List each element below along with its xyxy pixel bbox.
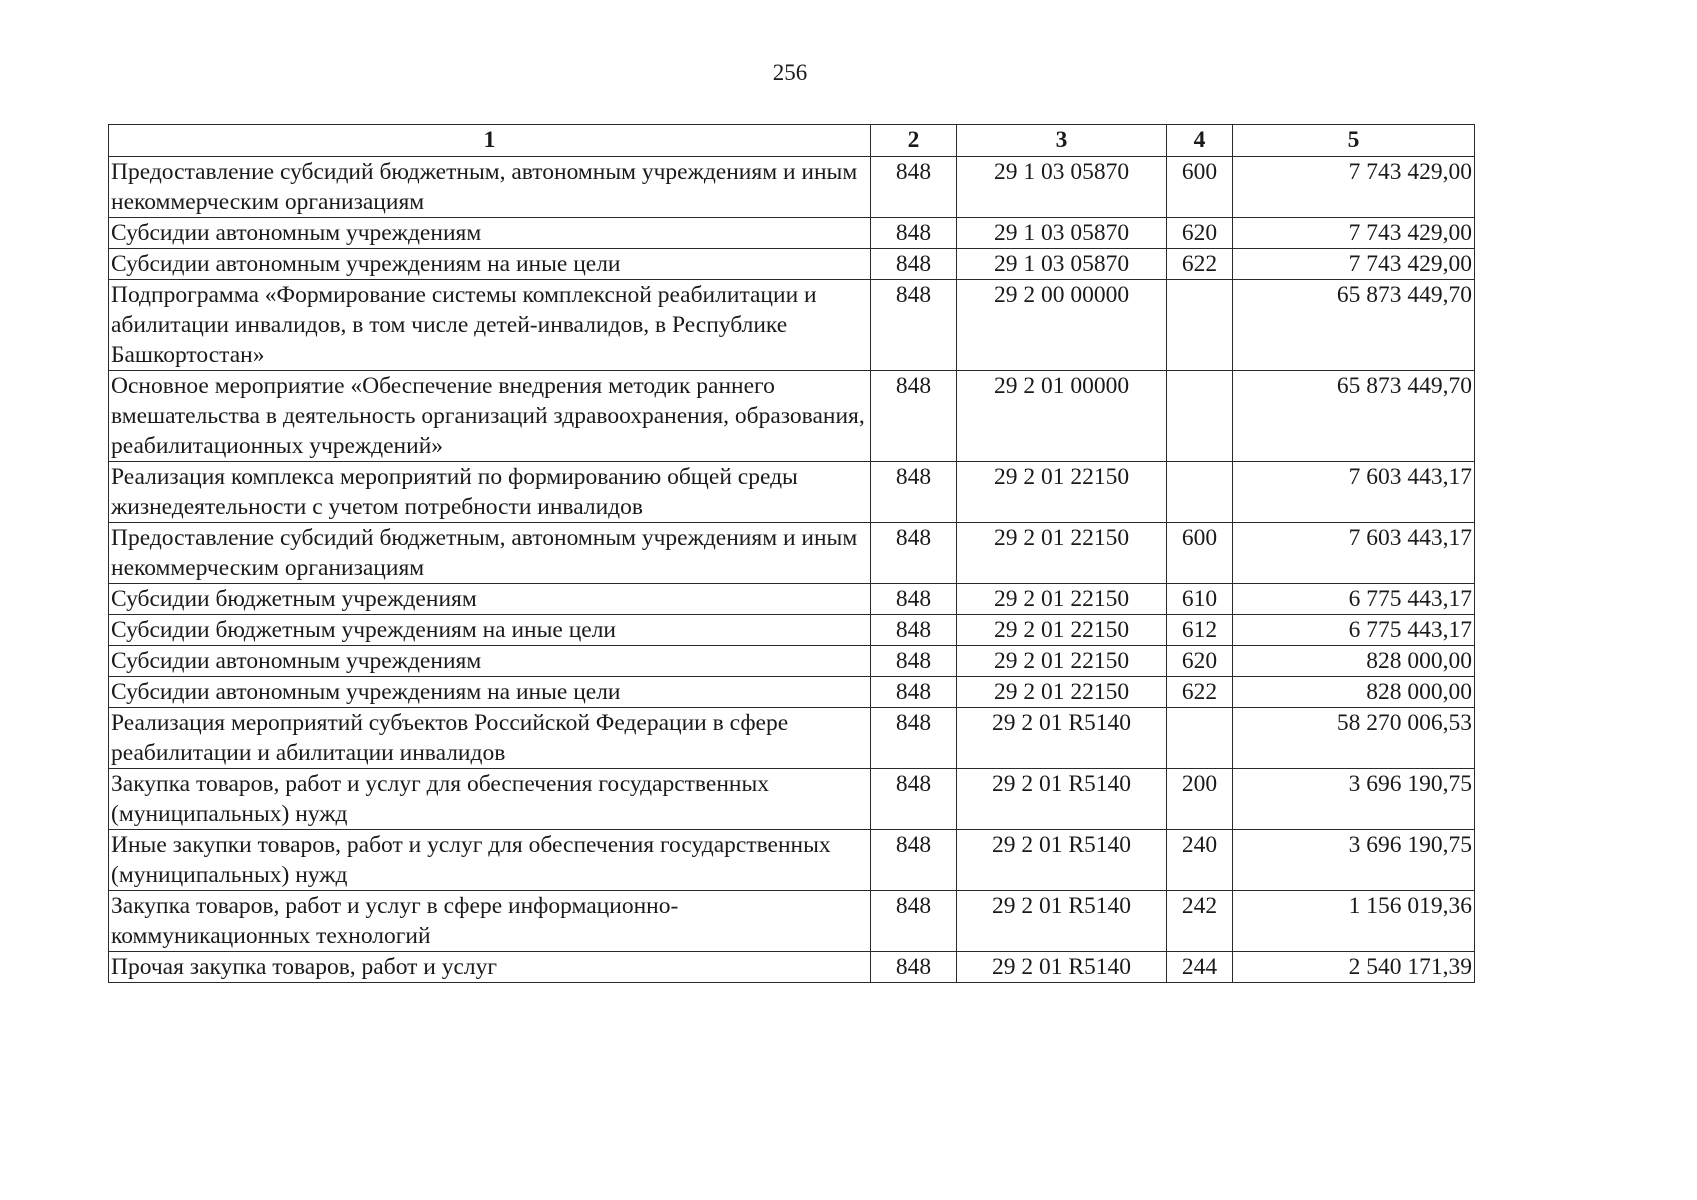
- row-name-cell: Основное мероприятие «Обеспечение внедрения методик раннего вмешательства в деятельность организаций здравоохранения, образования, реабилитационных учреждений»: [109, 371, 871, 462]
- row-article-cell: 29 2 01 R5140: [957, 769, 1167, 830]
- table-row: [109, 952, 1475, 983]
- table-row: [109, 371, 1475, 462]
- row-article-cell: 29 1 03 05870: [957, 157, 1167, 218]
- table-row: [109, 218, 1475, 249]
- table-row: [109, 891, 1475, 952]
- row-amount-cell: 65 873 449,70: [1233, 371, 1475, 462]
- row-code-cell: 848: [871, 769, 957, 830]
- row-code-cell: 848: [871, 371, 957, 462]
- row-article-cell: 29 1 03 05870: [957, 218, 1167, 249]
- row-type-cell: [1167, 280, 1233, 371]
- page-number: 256: [772, 60, 808, 85]
- row-name-cell: Реализация мероприятий субъектов Российской Федерации в сфере реабилитации и абилитации инвалидов: [109, 708, 871, 769]
- row-type-cell: 620: [1167, 218, 1233, 249]
- row-code-cell: 848: [871, 218, 957, 249]
- row-article-cell: 29 2 01 R5140: [957, 952, 1167, 983]
- row-code-cell: 848: [871, 523, 957, 584]
- row-amount-cell: 828 000,00: [1233, 646, 1475, 677]
- table-row: [109, 615, 1475, 646]
- row-amount-cell: 7 603 443,17: [1233, 523, 1475, 584]
- table-row: [109, 584, 1475, 615]
- table-row: [109, 830, 1475, 891]
- row-amount-cell: 58 270 006,53: [1233, 708, 1475, 769]
- row-code-cell: 848: [871, 891, 957, 952]
- row-name-cell: Реализация комплекса мероприятий по формированию общей среды жизнедеятельности с учетом потребности инвалидов: [109, 462, 871, 523]
- row-code-cell: 848: [871, 830, 957, 891]
- row-name-cell: Закупка товаров, работ и услуг в сфере информационно-коммуникационных технологий: [109, 891, 871, 952]
- row-amount-cell: 6 775 443,17: [1233, 584, 1475, 615]
- row-name-cell: Субсидии бюджетным учреждениям на иные цели: [109, 615, 871, 646]
- table-row: [109, 249, 1475, 280]
- row-type-cell: 622: [1167, 249, 1233, 280]
- table-header-row: [109, 125, 1475, 157]
- row-code-cell: 848: [871, 249, 957, 280]
- row-name-cell: Субсидии автономным учреждениям: [109, 218, 871, 249]
- column-header: 3: [957, 125, 1167, 157]
- row-article-cell: 29 2 01 22150: [957, 462, 1167, 523]
- row-code-cell: 848: [871, 157, 957, 218]
- table-row: [109, 462, 1475, 523]
- row-type-cell: 610: [1167, 584, 1233, 615]
- row-code-cell: 848: [871, 708, 957, 769]
- row-type-cell: 240: [1167, 830, 1233, 891]
- row-amount-cell: 7 743 429,00: [1233, 157, 1475, 218]
- row-article-cell: 29 2 01 22150: [957, 646, 1167, 677]
- column-header: 2: [871, 125, 957, 157]
- row-name-cell: Предоставление субсидий бюджетным, автономным учреждениям и иным некоммерческим организациям: [109, 157, 871, 218]
- column-header: 1: [109, 125, 871, 157]
- row-amount-cell: 2 540 171,39: [1233, 952, 1475, 983]
- row-code-cell: 848: [871, 646, 957, 677]
- row-amount-cell: 7 743 429,00: [1233, 249, 1475, 280]
- row-name-cell: Субсидии автономным учреждениям на иные цели: [109, 677, 871, 708]
- row-code-cell: 848: [871, 462, 957, 523]
- table-row: [109, 769, 1475, 830]
- row-code-cell: 848: [871, 952, 957, 983]
- row-amount-cell: 3 696 190,75: [1233, 769, 1475, 830]
- row-code-cell: 848: [871, 615, 957, 646]
- row-name-cell: Субсидии автономным учреждениям на иные цели: [109, 249, 871, 280]
- row-type-cell: [1167, 462, 1233, 523]
- row-type-cell: [1167, 708, 1233, 769]
- row-name-cell: Прочая закупка товаров, работ и услуг: [109, 952, 871, 983]
- row-name-cell: Подпрограмма «Формирование системы комплексной реабилитации и абилитации инвалидов, в том числе детей-инвалидов, в Республике Башкортостан»: [109, 280, 871, 371]
- row-code-cell: 848: [871, 584, 957, 615]
- row-amount-cell: 3 696 190,75: [1233, 830, 1475, 891]
- row-amount-cell: 828 000,00: [1233, 677, 1475, 708]
- row-code-cell: 848: [871, 677, 957, 708]
- row-type-cell: [1167, 371, 1233, 462]
- row-type-cell: 622: [1167, 677, 1233, 708]
- column-header: 5: [1233, 125, 1475, 157]
- row-amount-cell: 65 873 449,70: [1233, 280, 1475, 371]
- row-article-cell: 29 2 01 00000: [957, 371, 1167, 462]
- budget-table: [108, 124, 1475, 983]
- table-row: [109, 708, 1475, 769]
- row-article-cell: 29 2 01 22150: [957, 584, 1167, 615]
- row-name-cell: Предоставление субсидий бюджетным, автономным учреждениям и иным некоммерческим организациям: [109, 523, 871, 584]
- row-article-cell: 29 1 03 05870: [957, 249, 1167, 280]
- row-article-cell: 29 2 01 R5140: [957, 830, 1167, 891]
- row-article-cell: 29 2 01 22150: [957, 523, 1167, 584]
- row-type-cell: 242: [1167, 891, 1233, 952]
- row-name-cell: Субсидии бюджетным учреждениям: [109, 584, 871, 615]
- row-amount-cell: 1 156 019,36: [1233, 891, 1475, 952]
- table-row: [109, 523, 1475, 584]
- row-amount-cell: 6 775 443,17: [1233, 615, 1475, 646]
- row-type-cell: 620: [1167, 646, 1233, 677]
- row-type-cell: 600: [1167, 157, 1233, 218]
- row-article-cell: 29 2 01 22150: [957, 677, 1167, 708]
- row-name-cell: Иные закупки товаров, работ и услуг для обеспечения государственных (муниципальных) нужд: [109, 830, 871, 891]
- table-row: [109, 677, 1475, 708]
- row-name-cell: Закупка товаров, работ и услуг для обеспечения государственных (муниципальных) нужд: [109, 769, 871, 830]
- row-type-cell: 200: [1167, 769, 1233, 830]
- row-amount-cell: 7 603 443,17: [1233, 462, 1475, 523]
- table-body: [109, 157, 1475, 983]
- row-type-cell: 612: [1167, 615, 1233, 646]
- column-header: 4: [1167, 125, 1233, 157]
- row-name-cell: Субсидии автономным учреждениям: [109, 646, 871, 677]
- row-article-cell: 29 2 01 R5140: [957, 708, 1167, 769]
- row-amount-cell: 7 743 429,00: [1233, 218, 1475, 249]
- table-row: [109, 646, 1475, 677]
- row-type-cell: 244: [1167, 952, 1233, 983]
- row-code-cell: 848: [871, 280, 957, 371]
- row-type-cell: 600: [1167, 523, 1233, 584]
- row-article-cell: 29 2 00 00000: [957, 280, 1167, 371]
- row-article-cell: 29 2 01 22150: [957, 615, 1167, 646]
- table-row: [109, 280, 1475, 371]
- table-row: [109, 157, 1475, 218]
- row-article-cell: 29 2 01 R5140: [957, 891, 1167, 952]
